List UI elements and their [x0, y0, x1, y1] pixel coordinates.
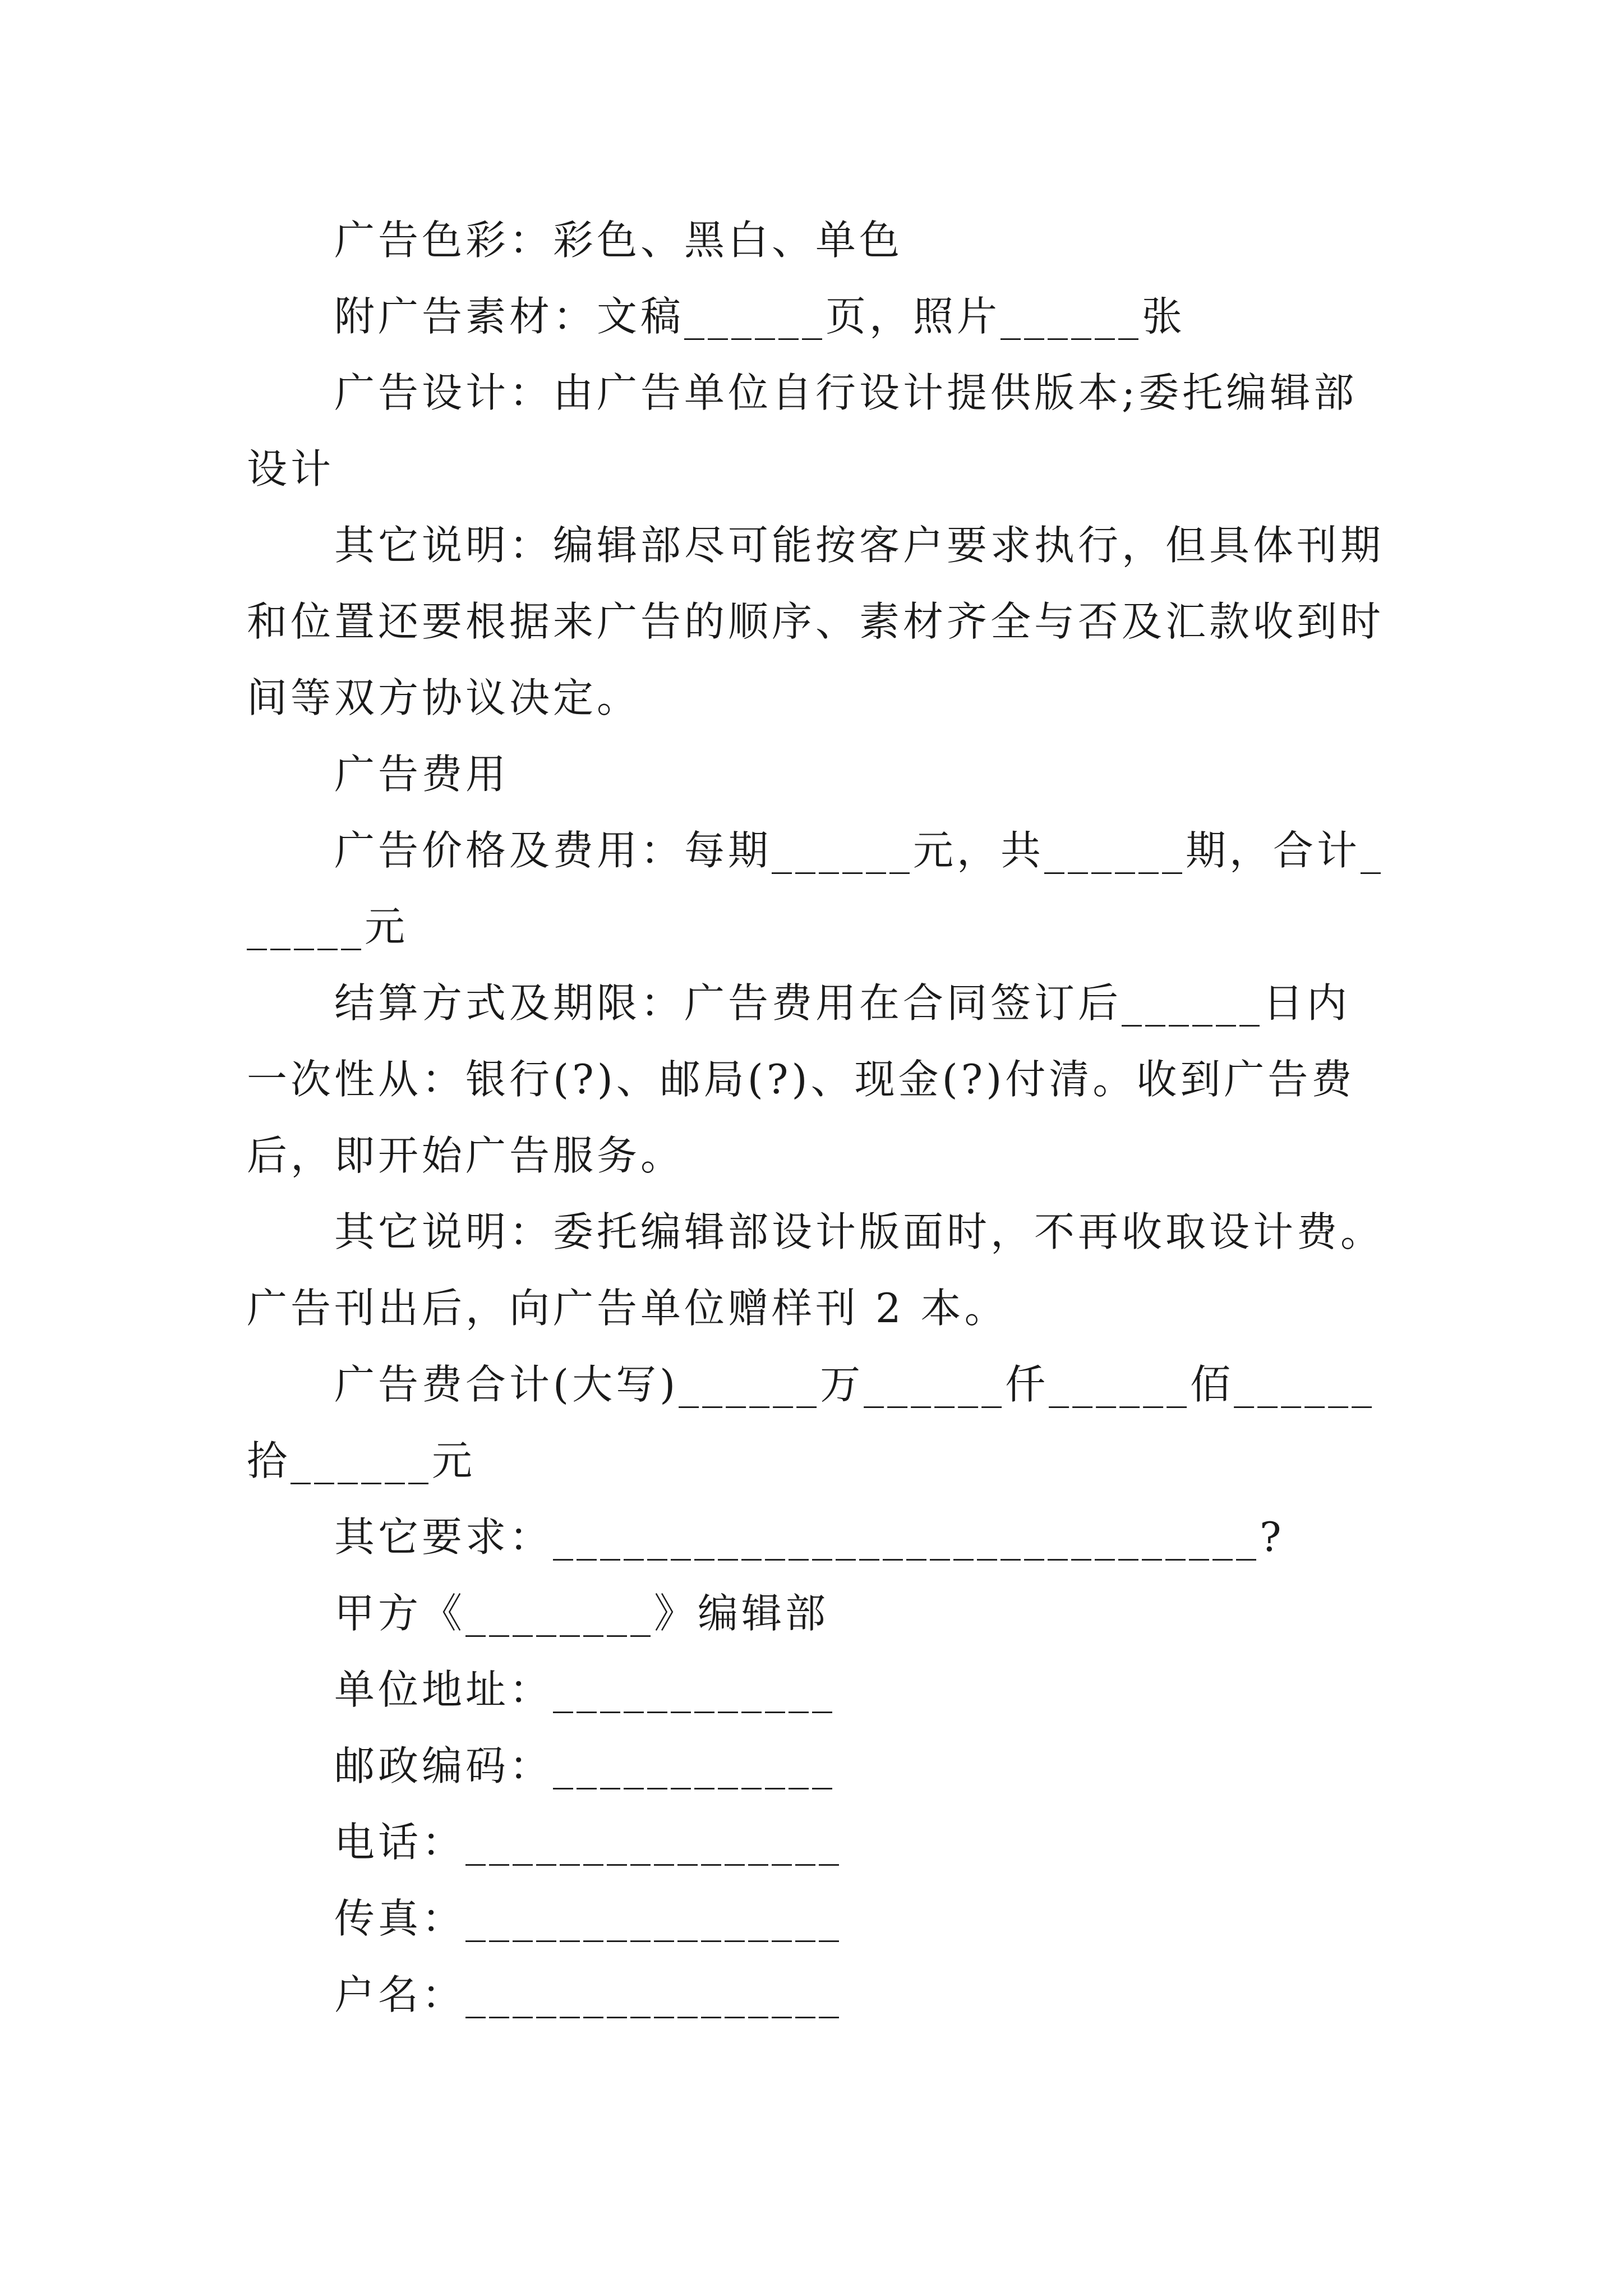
other-notes-paragraph-2: 其它说明：委托编辑部设计版面时，不再收取设计费。广告刊出后，向广告单位赠样刊 2 本。 — [247, 1208, 1385, 1332]
account-name-line: 户名：________________ — [334, 1971, 843, 2018]
other-requirements-line: 其它要求：______________________________? — [334, 1513, 1285, 1561]
phone-line: 电话：________________ — [334, 1819, 843, 1866]
party-a-line: 甲方《________》编辑部 — [334, 1590, 829, 1637]
settlement-paragraph: 结算方式及期限：广告费用在合同签订后______日内一次性从：银行(?)、邮局(?)、现金(?)付清。收到广告费后，即开始广告服务。 — [247, 979, 1355, 1179]
postal-code-line: 邮政编码：____________ — [334, 1742, 836, 1789]
ad-design-paragraph: 广告设计：由广告单位自行设计提供版本;委托编辑部设计 — [247, 369, 1358, 493]
contract-body — [247, 202, 1391, 2033]
ad-color-line: 广告色彩：彩色、黑白、单色 — [334, 217, 903, 264]
ad-price-paragraph: 广告价格及费用：每期______元，共______期，合计______元 — [247, 827, 1385, 950]
ad-fees-heading: 广告费用 — [334, 751, 510, 798]
unit-address-line: 单位地址：____________ — [334, 1666, 836, 1713]
ad-materials-line: 附广告素材：文稿______页，照片______张 — [334, 293, 1186, 340]
fax-line: 传真：________________ — [334, 1895, 843, 1942]
other-notes-paragraph: 其它说明：编辑部尽可能按客户要求执行，但具体刊期和位置还要根据来广告的顺序、素材齐全与否及汇款收到时间等双方协议决定。 — [247, 522, 1385, 721]
total-fee-paragraph: 广告费合计(大写)______万______仟______佰______拾______元 — [247, 1361, 1376, 1484]
